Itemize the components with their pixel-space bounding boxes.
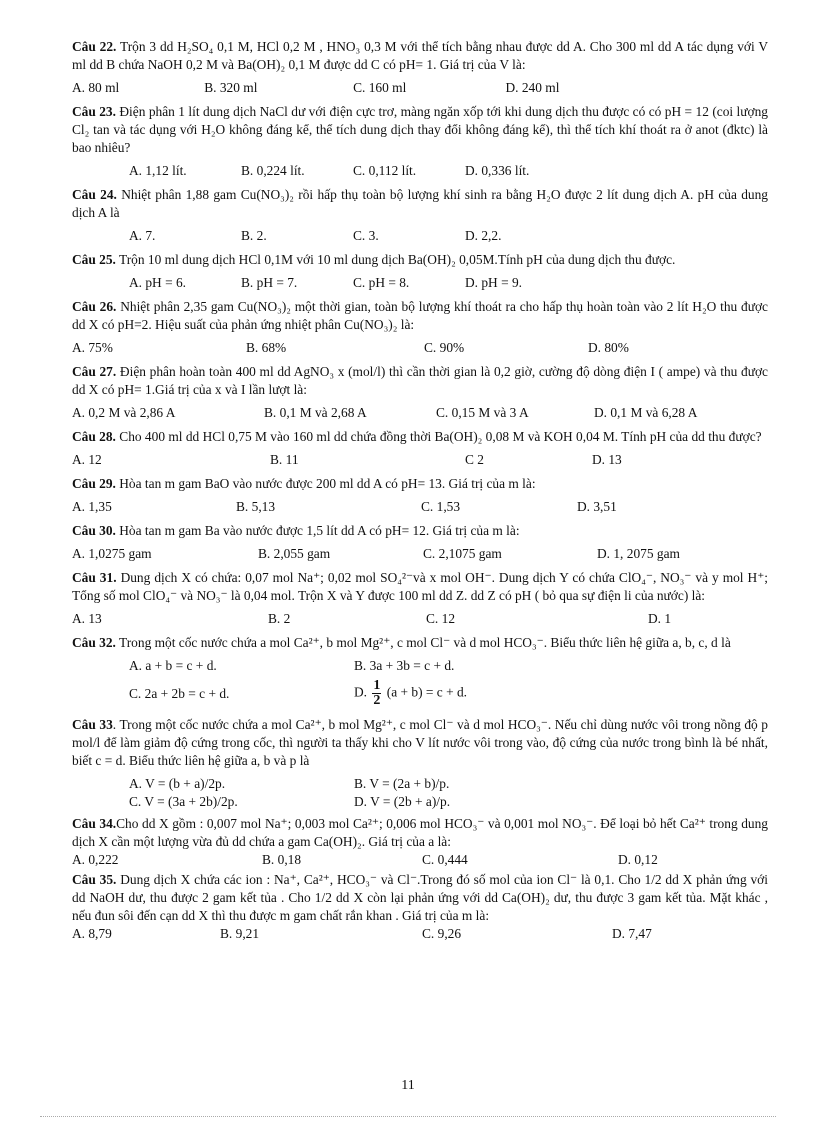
question-label: Câu 26. <box>72 299 117 314</box>
option-b: B. 2 <box>268 611 291 626</box>
option-a: A. 0,2 M và 2,86 A <box>72 405 176 420</box>
question-label: Câu 28. <box>72 429 116 444</box>
option-c: C. 160 ml <box>353 80 407 95</box>
option-a: A. 8,79 <box>72 926 112 941</box>
question-text: . Trong một cốc nước chứa a mol Ca²⁺, b mol Mg²⁺, c mol Cl⁻ và d mol HCO₃⁻. Nếu chỉ dùng nước vôi trong nồng độ p mol/l để làm giảm độ cứng trong cốc, thì người ta thấy khi cho V lít nước vôi trong vào, độ cứng của nước trong bình là bé nhất, biết c = d. Biểu thức liên hệ giữa a, b và p là <box>72 717 768 768</box>
option-b: B. pH = 7. <box>241 275 298 290</box>
fraction-denominator: 2 <box>373 693 381 708</box>
options <box>72 274 768 292</box>
option-c: C. 9,26 <box>422 926 462 941</box>
question-label: Câu 25. <box>72 252 116 267</box>
option-d: D. 0,12 <box>618 852 658 867</box>
question-text: Dung dịch X có chứa: 0,07 mol Na⁺; 0,02 mol SO₄²⁻và x mol OH⁻. Dung dịch Y có chứa ClO₄⁻, NO₃⁻ và y mol H⁺; Tổng số mol ClO₄⁻ và NO₃⁻ là 0,04 mol. Trộn X và Y được 100 ml dd Z. dd Z có pH ( bỏ qua sự điện li của nước) là: <box>72 570 768 603</box>
option-c: C. 0,444 <box>422 852 468 867</box>
option-a: A. 13 <box>72 611 102 626</box>
option-d: D. 7,47 <box>612 926 652 941</box>
option-c: C. 2a + 2b = c + d. <box>129 685 230 701</box>
options <box>72 79 627 97</box>
option-a: A. a + b = c + d. <box>129 658 217 673</box>
fraction-one-half <box>372 679 381 708</box>
question-label: Câu 29. <box>72 476 116 491</box>
option-a: A. 80 ml <box>72 80 120 95</box>
option-b: B. V = (2a + b)/p. <box>354 776 450 791</box>
option-d: D. pH = 9. <box>465 275 523 290</box>
options <box>72 851 768 869</box>
question-label: Câu 35. <box>72 872 117 887</box>
option-b: B. 0,18 <box>262 852 302 867</box>
question-30 <box>72 522 768 563</box>
question-text: Trong một cốc nước chứa a mol Ca²⁺, b mol Mg²⁺, c mol Cl⁻ và d mol HCO₃⁻. Biểu thức liên hệ giữa a, b, c, d là <box>119 635 731 650</box>
options <box>72 451 768 469</box>
question-28 <box>72 428 768 469</box>
options <box>72 404 768 422</box>
option-d-text: (a + b) = c + d. <box>386 684 468 700</box>
question-33 <box>72 716 768 811</box>
option-b: B. 9,21 <box>220 926 260 941</box>
question-text: Trộn 3 dd H₂SO₄ 0,1 M, HCl 0,2 M , HNO₃ 0,3 M với thể tích bằng nhau được dd A. Cho 300 ml dd A tác dụng với V ml dd B chứa NaOH 0,2 M và Ba(OH)₂ 0,1 M được dd C có pH= 1. Giá trị của V là: <box>72 39 769 72</box>
options <box>72 545 768 563</box>
option-c: C. pH = 8. <box>353 275 410 290</box>
option-a: A. pH = 6. <box>129 275 187 290</box>
question-26 <box>72 298 768 357</box>
option-c: C. 3. <box>353 228 379 243</box>
question-text: Cho dd X gồm : 0,007 mol Na⁺; 0,003 mol Ca²⁺; 0,006 mol HCO₃⁻ và 0,001 mol NO₃⁻. Để loại bỏ hết Ca²⁺ trong dung dịch X cần một lượng vừa đủ dd chứa a gam Ca(OH)₂. Giá trị của a là: <box>72 816 768 849</box>
question-text: Trộn 10 ml dung dịch HCl 0,1M với 10 ml dung dịch Ba(OH)₂ 0,05M.Tính pH của dung dịch thu được. <box>119 252 676 267</box>
option-d: D. 0,336 lít. <box>465 163 530 178</box>
question-text: Nhiệt phân 2,35 gam Cu(NO₃)₂ một thời gian, toàn bộ lượng khí thoát ra cho hấp thụ hoàn toàn vào 2 lít H₂O thu được dd X có pH=2. Hiệu suất của phản ứng nhiệt phân Cu(NO₃)₂ là: <box>72 299 768 332</box>
option-d: D. V = (2b + a)/p. <box>354 794 451 809</box>
option-c: C. 12 <box>426 611 456 626</box>
question-text: Nhiệt phân 1,88 gam Cu(NO₃)₂ rồi hấp thụ toàn bộ lượng khí sinh ra bằng H₂O được 2 lít dung dịch A. pH của dung dịch A là <box>72 187 768 220</box>
option-b: B. 0,1 M và 2,68 A <box>264 405 367 420</box>
option-a: A. V = (b + a)/2p. <box>129 776 226 791</box>
question-22 <box>72 38 768 97</box>
question-29 <box>72 475 768 516</box>
footer-divider <box>40 1116 776 1117</box>
option-c: C. 2,1075 gam <box>423 546 502 561</box>
question-31 <box>72 569 768 628</box>
option-c: C. 0,112 lít. <box>353 163 417 178</box>
options <box>72 339 768 357</box>
question-text: Hòa tan m gam Ba vào nước được 1,5 lít dd A có pH= 12. Giá trị của m là: <box>119 523 520 538</box>
options <box>72 162 768 180</box>
question-label: Câu 30. <box>72 523 116 538</box>
option-c: C 2 <box>465 452 484 467</box>
question-24 <box>72 186 768 245</box>
option-d: D. 3,51 <box>577 499 617 514</box>
question-label: Câu 23. <box>72 104 116 119</box>
option-d: D. 80% <box>588 340 629 355</box>
page-number: 11 <box>401 1078 415 1093</box>
question-label: Câu 31. <box>72 570 117 585</box>
page-content <box>72 38 768 943</box>
option-c: C. 1,53 <box>421 499 461 514</box>
option-d <box>354 679 579 708</box>
question-23 <box>72 103 768 180</box>
option-b: B. 2. <box>241 228 267 243</box>
option-b: B. 5,13 <box>236 499 276 514</box>
options <box>72 775 768 811</box>
option-c: C. 90% <box>424 340 465 355</box>
question-35 <box>72 871 768 943</box>
option-d: D. 2,2. <box>465 228 502 243</box>
question-25 <box>72 251 768 292</box>
option-a: A. 1,12 lít. <box>129 163 187 178</box>
option-b: B. 68% <box>246 340 287 355</box>
option-c: C. 0,15 M và 3 A <box>436 405 529 420</box>
question-27 <box>72 363 768 422</box>
option-b: B. 320 ml <box>204 80 258 95</box>
question-text: Điện phân hoàn toàn 400 ml dd AgNO₃ x (mol/l) thì cần thời gian là 0,2 giờ, cường độ dòng điện I ( ampe) và thu được dd X có pH= 1.Giá trị của x và I lần lượt là: <box>72 364 768 397</box>
question-label: Câu 27. <box>72 364 117 379</box>
question-label: Câu 34. <box>72 816 117 831</box>
options <box>72 610 768 628</box>
option-a: A. 7. <box>129 228 156 243</box>
question-label: Câu 33 <box>72 717 113 732</box>
question-32 <box>72 634 768 708</box>
question-34 <box>72 815 768 869</box>
option-d: D. 240 ml <box>505 80 560 95</box>
option-a: A. 1,0275 gam <box>72 546 152 561</box>
question-text: Cho 400 ml dd HCl 0,75 M vào 160 ml dd chứa đồng thời Ba(OH)₂ 0,08 M và KOH 0,04 M. Tính pH của dd thu được? <box>119 429 762 444</box>
option-c: C. V = (3a + 2b)/2p. <box>129 794 238 809</box>
option-d: D. 0,1 M và 6,28 A <box>594 405 698 420</box>
question-label: Câu 24. <box>72 187 117 202</box>
option-b: B. 0,224 lít. <box>241 163 305 178</box>
options <box>72 227 768 245</box>
question-text: Điện phân 1 lít dung dịch NaCl dư với điện cực trơ, màng ngăn xốp tới khi dung dịch thu được có có pH = 12 (coi lượng Cl₂ tan và tác dụng với H₂O không đáng kể, thể tích dung dịch thay đổi không đáng kể), thì thể tích khí thoát ra ở anot (đktc) là bao nhiêu? <box>72 104 768 155</box>
option-a: A. 1,35 <box>72 499 112 514</box>
option-a: A. 0,222 <box>72 852 119 867</box>
option-b: B. 2,055 gam <box>258 546 331 561</box>
options <box>72 925 768 943</box>
option-b: B. 11 <box>270 452 299 467</box>
options <box>72 657 768 708</box>
question-text: Dung dịch X chứa các ion : Na⁺, Ca²⁺, HCO₃⁻ và Cl⁻.Trong đó số mol của ion Cl⁻ là 0,1. Cho 1/2 dd X phản ứng với dd NaOH dư, thu được 2 gam kết tủa . Cho 1/2 dd X còn lại phản ứng với dd Ca(OH)₂ dư, thu được 3 gam kết tủa. Mặt khác , nếu đun sôi đến cạn dd X thì thu được m gam chất rắn khan . Giá trị của m là: <box>72 872 768 923</box>
question-label: Câu 22. <box>72 39 117 54</box>
question-label: Câu 32. <box>72 635 116 650</box>
option-d-prefix: D. <box>354 684 368 700</box>
question-text: Hòa tan m gam BaO vào nước được 200 ml dd A có pH= 13. Giá trị của m là: <box>119 476 536 491</box>
option-a: A. 12 <box>72 452 102 467</box>
option-b: B. 3a + 3b = c + d. <box>354 658 455 673</box>
option-d: D. 13 <box>592 452 622 467</box>
option-d: D. 1, 2075 gam <box>597 546 680 561</box>
options <box>72 498 768 516</box>
option-d: D. 1 <box>648 611 672 626</box>
fraction-numerator: 1 <box>373 678 381 693</box>
option-a: A. 75% <box>72 340 113 355</box>
